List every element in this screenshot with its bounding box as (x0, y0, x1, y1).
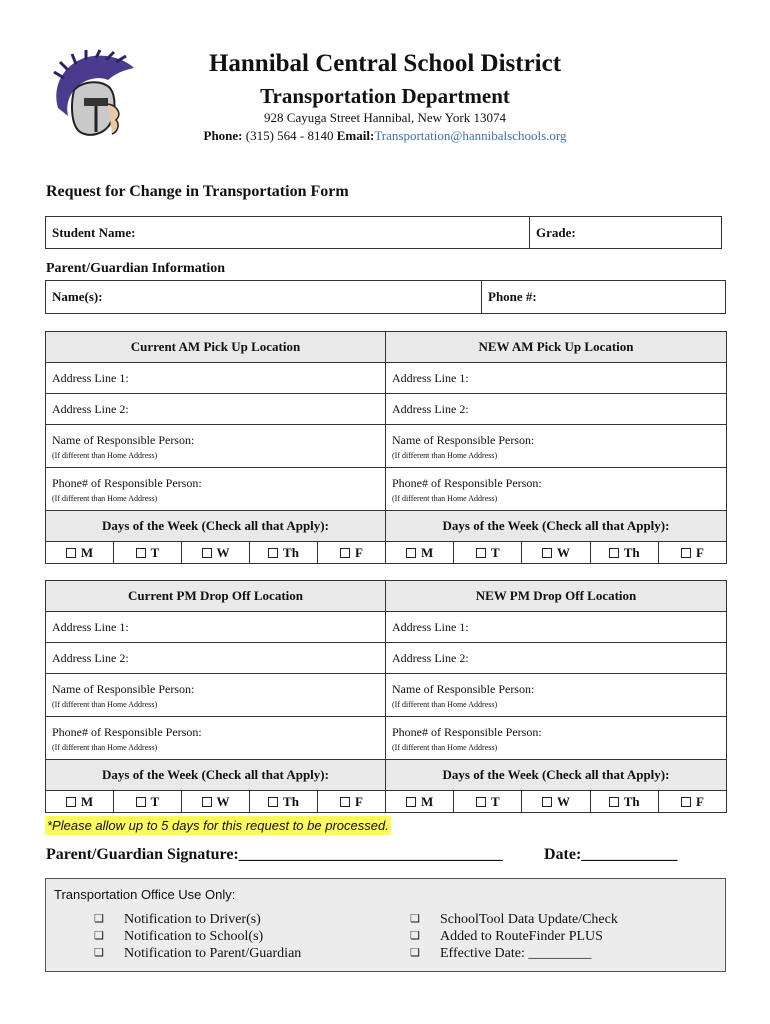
day-label: M (80, 544, 94, 560)
contact-line (150, 128, 620, 144)
responsible-name-label: Name of Responsible Person: (52, 681, 195, 696)
student-row (45, 216, 722, 249)
checkbox-icon (681, 797, 691, 807)
new-pm-responsible-phone[interactable] (386, 717, 727, 760)
responsible-name-label: Name of Responsible Person: (392, 432, 535, 447)
checkbox-bullet-icon: ❏ (410, 930, 420, 942)
day-label: W (216, 793, 230, 809)
checkbox-icon (406, 797, 416, 807)
checkbox-bullet-icon: ❏ (94, 947, 104, 959)
list-item-label: Effective Date: _________ (440, 946, 592, 961)
date-line[interactable]: Date:____________ (544, 846, 678, 863)
office-right-list (410, 911, 618, 962)
student-name-label: Student Name: (52, 225, 136, 240)
new-am-responsible-phone[interactable] (386, 468, 727, 511)
day-checkbox-th[interactable] (591, 542, 659, 563)
address1-label: Address Line 1: (392, 370, 469, 385)
if-different-note: (If different than Home Address) (52, 493, 158, 503)
new-pm-header: NEW PM Drop Off Location (386, 581, 727, 612)
checkbox-icon (268, 797, 278, 807)
current-pm-days (46, 791, 386, 813)
new-pm-responsible-name[interactable] (386, 674, 727, 717)
day-label: M (420, 793, 434, 809)
district-address: 928 Cayuga Street Hannibal, New York 13074 (264, 110, 506, 125)
checkbox-icon (340, 797, 350, 807)
parent-names-label: Name(s): (52, 289, 103, 304)
parent-phone-field[interactable] (482, 281, 726, 313)
day-checkbox-f[interactable] (659, 791, 726, 812)
office-left-list (94, 911, 301, 962)
new-am-responsible-name[interactable] (386, 425, 727, 468)
if-different-note: (If different than Home Address) (52, 450, 158, 460)
responsible-phone-label: Phone# of Responsible Person: (52, 724, 202, 739)
current-pm-header: Current PM Drop Off Location (46, 581, 386, 612)
list-item-label: SchoolTool Data Update/Check (440, 912, 618, 927)
checkbox-icon (476, 548, 486, 558)
current-am-address1[interactable] (46, 363, 386, 394)
address2-label: Address Line 2: (52, 401, 129, 416)
list-item-label: Notification to Parent/Guardian (124, 946, 302, 961)
current-pm-responsible-name[interactable] (46, 674, 386, 717)
checkbox-icon (542, 797, 552, 807)
new-pm-address1[interactable] (386, 612, 727, 643)
list-item-label: Added to RouteFinder PLUS (440, 929, 603, 944)
checkbox-icon (542, 548, 552, 558)
list-item-label: Notification to School(s) (124, 929, 264, 944)
office-use-box (45, 878, 726, 972)
day-label: M (420, 544, 434, 560)
day-checkbox-th[interactable] (591, 791, 659, 812)
student-name-field[interactable] (46, 217, 530, 248)
current-am-days (46, 542, 386, 564)
day-label: F (695, 793, 704, 809)
processing-note: *Please allow up to 5 days for this request to be processed. (47, 818, 389, 833)
address1-label: Address Line 1: (52, 370, 129, 385)
new-pm-days (386, 791, 727, 813)
checkbox-icon (340, 548, 350, 558)
day-checkbox-th[interactable] (250, 791, 318, 812)
new-am-days (386, 542, 727, 564)
current-pm-address2[interactable] (46, 643, 386, 674)
address1-label: Address Line 1: (52, 619, 129, 634)
day-checkbox-f[interactable] (659, 542, 726, 563)
current-pm-address1[interactable] (46, 612, 386, 643)
list-item (410, 945, 618, 962)
day-label: W (557, 544, 570, 560)
checkbox-bullet-icon: ❏ (410, 947, 420, 959)
day-label: T (150, 544, 160, 560)
day-checkbox-w[interactable] (182, 542, 250, 563)
day-checkbox-th[interactable] (250, 542, 318, 563)
checkbox-icon (681, 548, 691, 558)
day-checkbox-t[interactable] (114, 542, 182, 563)
new-pm-address2[interactable] (386, 643, 727, 674)
grade-field[interactable] (530, 217, 722, 248)
day-label: Th (283, 793, 299, 809)
office-use-title: Transportation Office Use Only: (54, 887, 236, 902)
address2-label: Address Line 2: (392, 401, 469, 416)
day-label: Th (283, 544, 299, 560)
checkbox-icon (202, 548, 212, 558)
checkbox-icon (66, 548, 76, 558)
department-title: Transportation Department (260, 84, 510, 108)
responsible-name-label: Name of Responsible Person: (52, 432, 195, 447)
day-label: T (150, 793, 160, 809)
day-label: F (355, 544, 363, 560)
checkbox-bullet-icon: ❏ (94, 930, 104, 942)
day-label: F (355, 793, 363, 809)
list-item (94, 945, 301, 962)
day-label: M (80, 793, 94, 809)
if-different-note: (If different than Home Address) (392, 742, 498, 752)
responsible-phone-label: Phone# of Responsible Person: (392, 475, 542, 490)
day-checkbox-w[interactable] (182, 791, 250, 812)
phone-label: Phone: (203, 128, 243, 143)
current-am-header: Current AM Pick Up Location (46, 332, 386, 363)
signature-line[interactable]: Parent/Guardian Signature:_________________________________ (46, 846, 503, 863)
email-link[interactable]: Transportation@hannibalschools.org (374, 128, 567, 143)
address1-label: Address Line 1: (392, 619, 469, 634)
day-checkbox-m[interactable] (46, 542, 114, 563)
parent-section-label: Parent/Guardian Information (46, 261, 226, 276)
parent-names-field[interactable] (46, 281, 482, 313)
day-checkbox-w[interactable] (522, 791, 590, 812)
day-checkbox-f[interactable] (318, 791, 385, 812)
new-am-address2[interactable] (386, 394, 727, 425)
day-checkbox-m[interactable] (46, 791, 114, 812)
parent-phone-label: Phone #: (488, 289, 537, 304)
phone-number: (315) 564 - 8140 (245, 128, 334, 143)
day-label: Th (623, 544, 640, 560)
checkbox-icon (609, 548, 619, 558)
day-label: W (557, 793, 570, 809)
checkbox-icon (476, 797, 486, 807)
current-am-address2[interactable] (46, 394, 386, 425)
day-checkbox-t[interactable] (454, 542, 522, 563)
current-am-responsible-name[interactable] (46, 425, 386, 468)
checkbox-icon (268, 548, 278, 558)
current-pm-days-header: Days of the Week (Check all that Apply): (46, 760, 386, 791)
district-title: Hannibal Central School District (208, 50, 562, 77)
day-label: T (490, 544, 500, 560)
responsible-name-label: Name of Responsible Person: (392, 681, 535, 696)
if-different-note: (If different than Home Address) (392, 493, 498, 503)
current-am-responsible-phone[interactable] (46, 468, 386, 511)
list-item (410, 928, 618, 945)
day-label: T (490, 793, 500, 809)
responsible-phone-label: Phone# of Responsible Person: (52, 475, 202, 490)
new-am-header: NEW AM Pick Up Location (386, 332, 727, 363)
day-checkbox-m[interactable] (386, 542, 454, 563)
if-different-note: (If different than Home Address) (52, 699, 158, 709)
day-label: W (216, 544, 230, 560)
spartan-helmet-logo (44, 48, 140, 144)
address2-label: Address Line 2: (52, 650, 129, 665)
list-item (94, 911, 301, 928)
day-checkbox-t[interactable] (114, 791, 182, 812)
grade-label: Grade: (536, 225, 576, 240)
checkbox-icon (202, 797, 212, 807)
list-item-label: Notification to Driver(s) (124, 912, 261, 927)
day-checkbox-t[interactable] (454, 791, 522, 812)
new-am-address1[interactable] (386, 363, 727, 394)
day-checkbox-f[interactable] (318, 542, 385, 563)
current-pm-responsible-phone[interactable] (46, 717, 386, 760)
checkbox-icon (136, 797, 146, 807)
checkbox-bullet-icon: ❏ (94, 913, 104, 925)
am-location-table (45, 331, 727, 564)
checkbox-icon (136, 548, 146, 558)
checkbox-icon (66, 797, 76, 807)
new-am-days-header: Days of the Week (Check all that Apply): (386, 511, 727, 542)
if-different-note: (If different than Home Address) (52, 742, 158, 752)
day-label: Th (623, 793, 640, 809)
checkbox-icon (406, 548, 416, 558)
address2-label: Address Line 2: (392, 650, 469, 665)
pm-location-table (45, 580, 727, 813)
if-different-note: (If different than Home Address) (392, 450, 498, 460)
list-item (94, 928, 301, 945)
parent-row (45, 280, 726, 314)
checkbox-bullet-icon: ❏ (410, 913, 420, 925)
if-different-note: (If different than Home Address) (392, 699, 498, 709)
current-am-days-header: Days of the Week (Check all that Apply): (46, 511, 386, 542)
form-title: Request for Change in Transportation Form (46, 183, 349, 200)
responsible-phone-label: Phone# of Responsible Person: (392, 724, 542, 739)
checkbox-icon (609, 797, 619, 807)
day-checkbox-m[interactable] (386, 791, 454, 812)
email-label: Email: (336, 128, 375, 143)
list-item (410, 911, 618, 928)
day-label: F (695, 544, 704, 560)
new-pm-days-header: Days of the Week (Check all that Apply): (386, 760, 727, 791)
day-checkbox-w[interactable] (522, 542, 590, 563)
